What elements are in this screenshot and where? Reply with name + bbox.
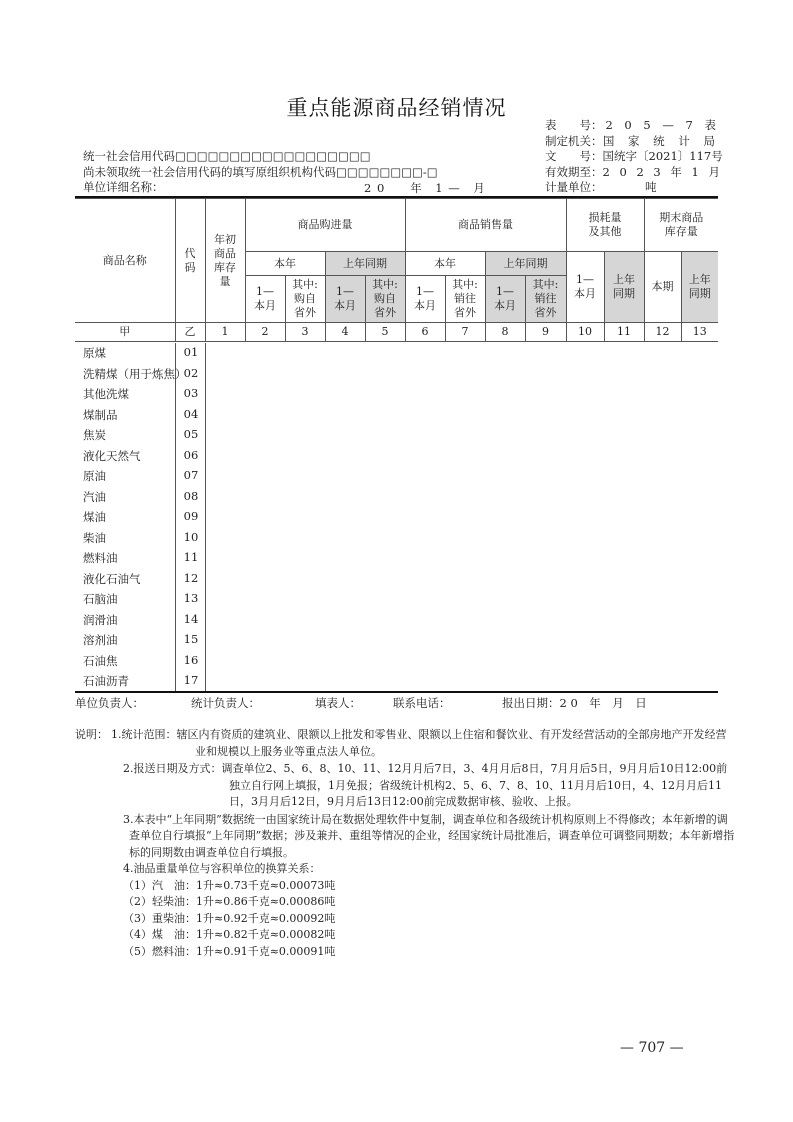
header-code [175,199,205,323]
header-opening-stock-text: 年初商品库存量 [214,232,236,288]
colnum: 6 [405,323,445,342]
conversion-item: （2）轻柴油：1升≈0.86千克≈0.00086吨 [123,895,336,908]
colnum: 3 [285,323,325,342]
colnum: 乙 [175,323,205,342]
row-item-name: 煤油 [83,510,106,524]
colnum: 11 [604,323,644,342]
colnum: 4 [325,323,365,342]
closing-current: 本期 [644,252,681,323]
purchase-ly-out-province [365,276,405,323]
row-item-code: 13 [183,591,199,605]
purchase-ly-ytd [325,276,365,323]
row-item-code: 07 [183,468,199,482]
filler-field[interactable]: 填表人： [315,696,361,710]
row-item-code: 10 [183,529,199,544]
row-item-code: 15 [183,632,199,646]
row-item-name: 洗精煤（用于炼焦） [83,366,187,381]
header-table [75,198,718,342]
colnum: 甲 [75,323,175,342]
row-item-name: 液化天然气 [83,448,141,463]
note-3: 3.本表中“上年同期”数据统一由国家统计局在数据处理软件中复制，调查单位和各级统计机构原则上不得修改；本年新增的调查单位自行填报“上年同期”数据；涉及兼并、重组等情况的企业，经国家统计局批准后，调查单位可调整同期数；本年新增指标的同期数由调查单位自行填报。 [123,812,735,859]
meta-value: 国 家 统 计 局 [602,133,720,148]
header-loss [566,199,644,252]
conversion-item: （3）重柴油：1升≈0.92千克≈0.00092吨 [123,911,336,925]
closing-last-year [681,252,718,323]
conversion-item: （1）汽 油：1升≈0.73千克≈0.00073吨 [123,878,336,892]
form-meta [545,118,724,196]
loss-ytd-text: 1—本月 [574,273,596,300]
row-item-code: 01 [183,345,199,359]
header-closing-stock [644,199,718,252]
meta-unit [545,180,720,196]
row-item-name: 煤制品 [83,407,118,422]
purchase-ytd-text: 1—本月 [254,285,276,312]
credit-code-field[interactable]: 统一社会信用代码□□□□□□□□□□□□□□□□□□ [83,149,371,163]
conversion-item: （5）燃料油：1升≈0.91千克≈0.00091吨 [123,944,336,958]
meta-key: 计量单位： [545,180,603,194]
row-item-code: 03 [183,386,199,400]
stat-head-field[interactable]: 统计负责人： [191,696,260,710]
meta-value: 2 0 2 3 年 1 月 [602,164,724,179]
phone-field[interactable]: 联系电话： [393,696,451,710]
colnum: 9 [525,323,566,342]
meta-value: 国统字〔2021〕117号 [602,149,723,163]
row-item-code: 16 [183,652,199,667]
row-item-name: 其他洗煤 [83,387,129,401]
colnum: 13 [681,323,718,342]
row-item-code: 12 [183,570,199,585]
purchase-last-year: 上年同期 [325,252,405,276]
sales-ly-ytd-text: 1—本月 [494,285,516,312]
row-item-code: 06 [183,447,199,462]
sales-ytd-text: 1—本月 [414,285,436,312]
sales-out-province [445,276,485,323]
unit-name-field[interactable]: 单位详细名称： [83,180,164,194]
row-item-code: 14 [183,611,199,626]
note-2: 2.报送日期及方式：调查单位2、5、6、8、10、11、12月月后7日，3、4月月后8日，7月月后5日，9月月后10日12:00前独立自行网上填报，1月免报；省级统计机构2、5、6、7、8、10、11月月后10日，4、12月月后11日，3月月后12日，9月月后13日12:00前完成数据审核、验收、上报。 [123,762,728,808]
unit-head-field[interactable]: 单位负责人： [75,696,144,710]
bottom-rule [75,691,718,693]
conversion-item: （4）煤 油：1升≈0.82千克≈0.00082吨 [123,928,336,941]
row-item-name: 柴油 [83,530,106,545]
colnum: 7 [445,323,485,342]
header-opening-stock [205,199,245,323]
table-body [75,343,718,692]
sales-last-year: 上年同期 [485,252,566,276]
meta-key: 有效期至： [545,164,603,179]
note-4: 4.油品重量单位与容积单位的换算关系： [123,862,321,875]
sales-ly-ytd [485,276,525,323]
header-loss-text: 损耗量及其他 [588,211,622,238]
purchase-ly-ytd-text: 1—本月 [334,285,356,312]
meta-key: 制定机关： [545,133,603,148]
purchase-out-province [285,276,325,323]
loss-last-year-text: 上年同期 [613,273,635,300]
row-item-code: 05 [183,427,199,441]
purchase-ytd [245,276,285,323]
purchase-out-text: 其中:购自省外 [292,278,318,319]
meta-valid-until [545,164,724,181]
sales-this-year: 本年 [405,252,485,276]
notes-label: 说明： [75,728,108,741]
meta-key: 文 号： [545,149,603,163]
loss-ytd [566,252,604,323]
row-item-name: 石油焦 [83,653,118,668]
meta-authority [545,134,720,150]
notes [75,727,735,960]
row-item-name: 润滑油 [83,612,118,627]
header-closing-stock-text: 期末商品库存量 [659,211,704,238]
header-sales: 商品销售量 [405,199,566,252]
closing-last-year-text: 上年同期 [688,273,711,300]
colnum: 2 [245,323,285,342]
sales-out-text: 其中:销往省外 [452,278,478,319]
row-item-code: 08 [183,488,199,503]
row-item-name: 汽油 [83,489,106,504]
row-item-name: 液化石油气 [83,571,141,586]
row-item-name: 石脑油 [83,592,118,606]
header-code-text: 代码 [184,246,196,274]
sales-ytd [405,276,445,323]
row-item-name: 原油 [83,469,106,483]
loss-last-year [604,252,644,323]
divider-code-data [205,343,206,692]
row-item-code: 17 [183,673,199,687]
purchase-ly-out-text: 其中:购自省外 [372,278,398,319]
colnum: 1 [205,323,245,342]
meta-form-no [545,118,720,134]
purchase-this-year: 本年 [245,252,325,276]
org-code-field[interactable]: 尚未领取统一社会信用代码的填写原组织机构代码□□□□□□□□-□ [83,164,438,179]
meta-key: 表 号： [545,118,603,132]
row-item-code: 11 [183,550,199,564]
header-name: 商品名称 [75,199,175,323]
column-number-row [75,323,718,342]
meta-doc-no [545,149,723,165]
note-1: 1.统计范围：辖区内有资质的建筑业、限额以上批发和零售业、限额以上住宿和餐饮业、有开发经营活动的全部房地产开发经营业和规模以上服务业等重点法人单位。 [111,728,727,758]
row-item-code: 04 [183,406,199,421]
colnum: 12 [644,323,681,342]
divider-name-code [175,343,176,692]
header-purchase: 商品购进量 [245,199,405,252]
report-period: 2 0 年 1 — 月 [364,181,486,195]
row-item-name: 燃料油 [83,551,118,565]
row-item-name: 焦炭 [83,428,106,442]
row-item-name: 溶剂油 [83,633,118,647]
sales-ly-out-province [525,276,566,323]
row-item-name: 石油沥青 [83,674,129,688]
meta-value: 2 0 5 — 7 表 [605,118,720,132]
notes-body [111,727,735,960]
colnum: 5 [365,323,405,342]
page-title: 重点能源商品经销情况 [286,96,507,120]
report-date-field[interactable]: 报出日期：2 0 年 月 日 [502,696,647,710]
meta-value: 吨 [645,180,657,194]
row-item-code: 09 [183,509,199,523]
row-item-code: 02 [183,365,199,380]
conversion-list [111,878,735,961]
row-item-name: 原煤 [83,346,106,360]
page-number: — 707 — [620,1040,684,1056]
colnum: 10 [566,323,604,342]
colnum: 8 [485,323,525,342]
sales-ly-out-text: 其中:销往省外 [532,278,559,319]
